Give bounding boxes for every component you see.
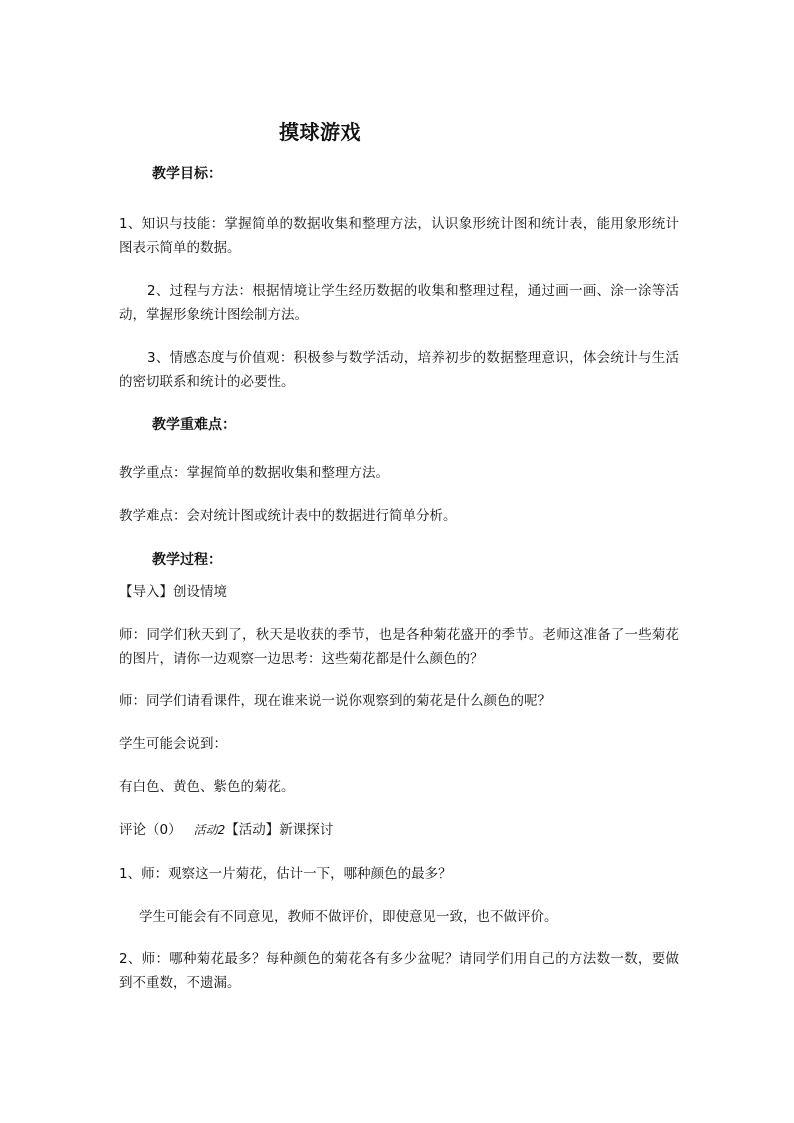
intro-label: 【导入】创设情境 (119, 584, 227, 600)
objective-2: 2、过程与方法：根据情境让学生经历数据的收集和整理过程，通过画一画、涂一涂等活动，掌握形象统计图绘制方法。 (119, 283, 679, 323)
new-lesson-label: 【活动】新课探讨 (225, 822, 334, 838)
answer-text: 有白色、黄色、紫色的菊花。 (119, 779, 295, 795)
objective-1: 1、知识与技能：掌握简单的数据收集和整理方法，认识象形统计图和统计表，能用象形统计图表示简单的数据。 (119, 216, 679, 256)
heading-objectives: 教学目标： (152, 166, 222, 182)
teacher-statement-2: 师：同学们请看课件，现在谁来说一说你观察到的菊花是什么颜色的呢？ (119, 693, 551, 709)
difficult-point: 教学难点：会对统计图或统计表中的数据进行简单分析。 (119, 508, 457, 524)
activity-line (119, 820, 333, 840)
comment-link[interactable]: 评论（0） (119, 822, 182, 838)
teacher-statement-1: 师：同学们秋天到了，秋天是收获的季节，也是各种菊花盛开的季节。老师这准备了一些菊花的图片，请你一边观察一边思考：这些菊花都是什么颜色的？ (119, 627, 679, 667)
question-1-note: 学生可能会有不同意见，教师不做评价，即使意见一致，也不做评价。 (139, 909, 558, 925)
heading-process: 教学过程： (152, 552, 222, 568)
question-2: 2、师：哪种菊花最多？每种颜色的菊花各有多少盆呢？请同学们用自己的方法数一数，要做到不重数，不遗漏。 (119, 951, 679, 991)
activity-label: 活动2 (193, 823, 226, 837)
question-1: 1、师：观察这一片菊花，估计一下，哪种颜色的最多？ (119, 866, 452, 882)
key-point: 教学重点：掌握简单的数据收集和整理方法。 (119, 465, 389, 481)
document-title: 摸球游戏 (279, 120, 361, 144)
objective-3: 3、情感态度与价值观：积极参与数学活动，培养初步的数据整理意识，体会统计与生活的密切联系和统计的必要性。 (119, 350, 679, 390)
heading-keypoints: 教学重难点： (152, 417, 236, 433)
students-may-say: 学生可能会说到： (119, 736, 227, 752)
